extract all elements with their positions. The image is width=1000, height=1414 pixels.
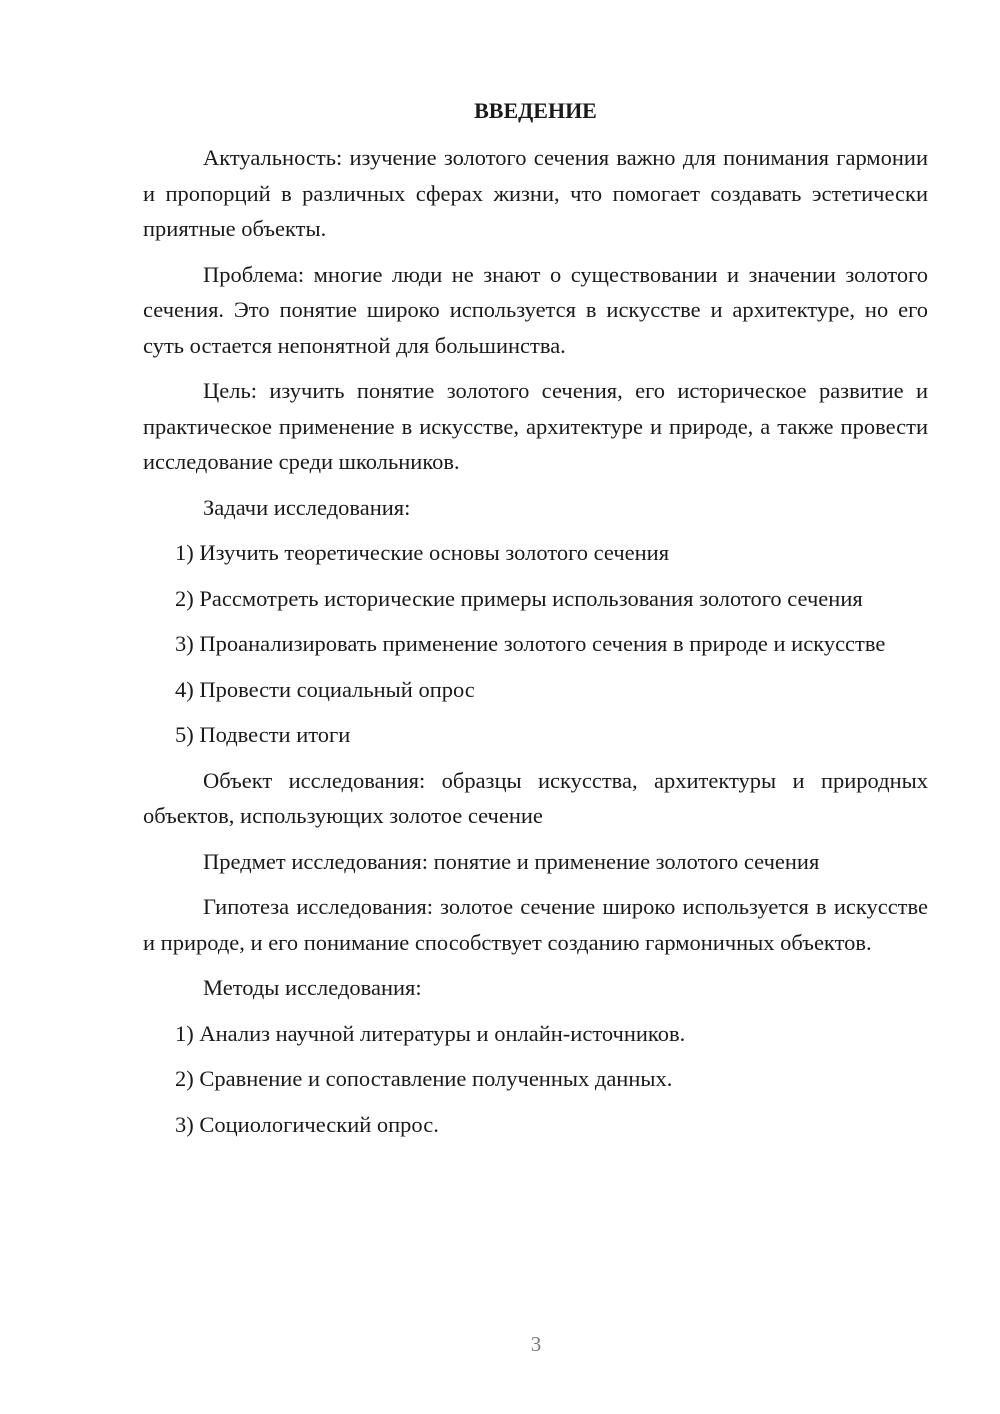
page-title: ВВЕДЕНИЕ [474, 98, 597, 123]
paragraph-relevance: Актуальность: изучение золотого сечения важно для понимания гармонии и пропорций в различных сферах жизни, что помогает создавать эстетически приятные объекты. [143, 145, 928, 241]
list-item: 2) Сравнение и сопоставление полученных данных. [175, 1066, 673, 1091]
page-number: 3 [530, 1332, 542, 1356]
list-item: 4) Провести социальный опрос [175, 676, 475, 702]
paragraph-object: Объект исследования: образцы искусства, архитектуры и природных объектов, использующих золотое сечение [143, 767, 928, 828]
list-item: 2) Рассмотреть исторические примеры использования золотого сечения [175, 585, 863, 611]
list-item: 1) Изучить теоретические основы золотого сечения [175, 540, 670, 565]
tasks-heading: Задачи исследования: [203, 494, 411, 520]
methods-heading: Методы исследования: [203, 975, 422, 1000]
paragraph-hypothesis: Гипотеза исследования: золотое сечение широко используется в искусстве и природе, и его понимание способствует созданию гармоничных объектов. [143, 894, 928, 955]
list-item: 5) Подвести итоги [175, 722, 351, 747]
list-item: 3) Социологический опрос. [175, 1111, 439, 1137]
list-item: 1) Анализ научной литературы и онлайн-источников. [175, 1020, 686, 1046]
document-page [143, 96, 928, 1152]
methods-list [143, 1016, 928, 1143]
paragraph-goal: Цель: изучить понятие золотого сечения, его историческое развитие и практическое применение в искусстве, архитектуре и природе, а также провести исследование среди школьников. [143, 378, 928, 474]
paragraph-problem: Проблема: многие люди не знают о существовании и значении золотого сечения. Это понятие широко используется в искусстве и архитектуре, но его суть остается непонятной для большинства. [143, 261, 928, 358]
tasks-list [143, 535, 928, 753]
paragraph-subject: Предмет исследования: понятие и применение золотого сечения [203, 848, 820, 874]
list-item: 3) Проанализировать применение золотого сечения в природе и искусстве [175, 631, 886, 656]
